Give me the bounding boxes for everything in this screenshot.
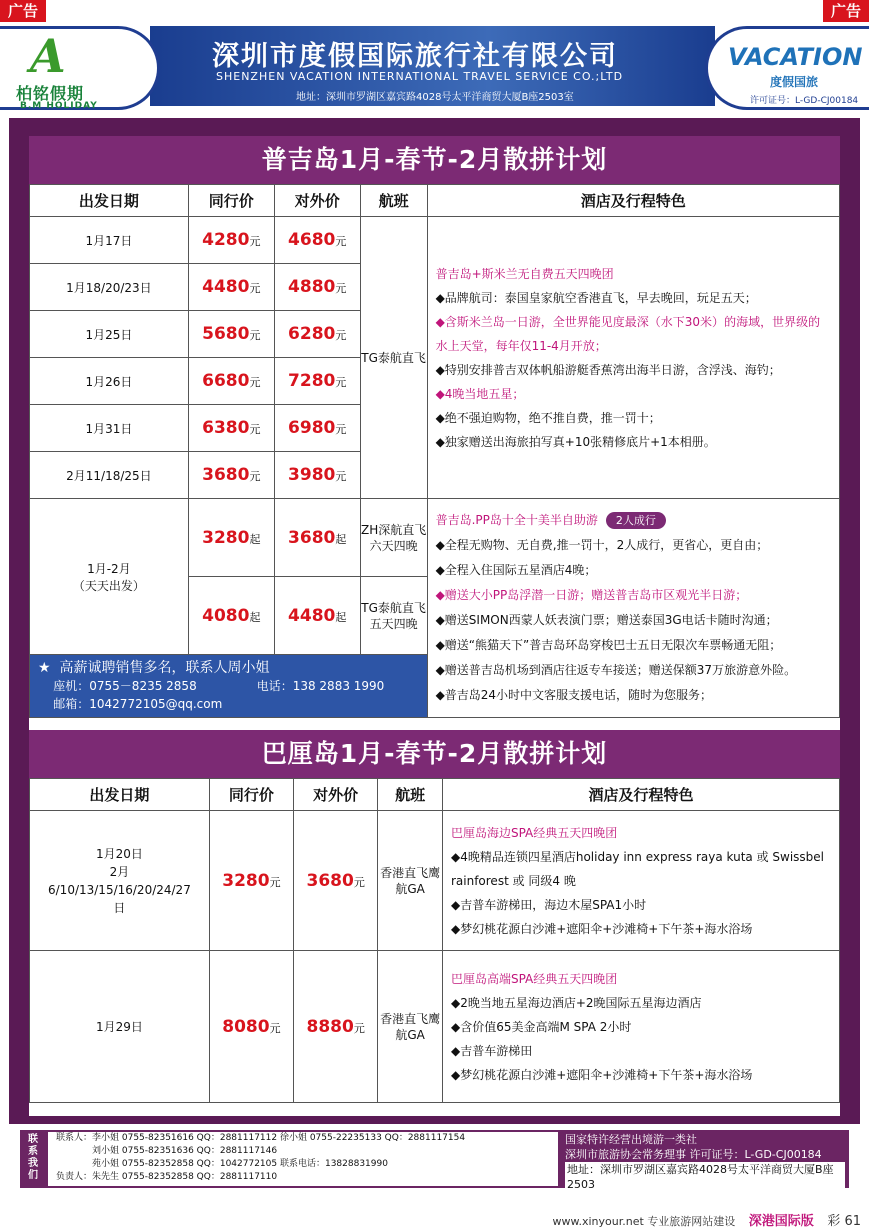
feature-line: ◆4晚精品连锁四星酒店holiday inn express raya kuta 或 Swissbel rainforest 或 同级4 晚 [450,849,824,888]
header-features: 酒店及行程特色 [442,779,839,811]
table-header-row [30,779,840,811]
feature-line: ◆梦幻桃花源白沙滩+遮阳伞+沙滩椅+下午茶+海水浴场 [450,921,753,936]
bottom-bar [553,1210,862,1229]
flight-cell: TG泰航直飞五天四晚 [360,577,427,655]
features-cell [427,499,839,718]
date-cell: 1月25日 [30,311,189,358]
date-cell: 1月26日 [30,358,189,405]
content-inner [29,136,840,1116]
edition-brand: 深港国际版 [748,1214,814,1229]
bm-holiday-logo [0,26,160,110]
date-cell: 1月17日 [30,217,189,264]
company-title: 深圳市度假国际旅行社有限公司 [212,41,618,72]
header-flight: 航班 [378,779,443,811]
feature-line: ◆赠送SIMON西蒙人妖表演门票；赠送泰国3G电话卡随时沟通； [435,613,778,627]
date-cell [30,499,189,655]
star-icon: ★ [38,660,51,676]
feature-line: ◆赠送普吉岛机场到酒店往返专车接送；赠送保额37万旅游意外险。 [435,663,797,677]
feature-line: ◆含价值65美金高端M SPA 2小时 [450,1019,632,1034]
header-flight: 航班 [360,185,427,217]
features-cell [442,951,839,1103]
retail-price: 3680元 [294,811,378,951]
company-address: 地址：深圳市罗湖区嘉宾路4028号太平洋商贸大厦B座2503室 [296,92,574,103]
features-cell [427,217,839,499]
logo-mark: A [30,29,66,83]
retail-price: 4680元 [274,217,360,264]
header [0,22,869,110]
contact-line: 负责人：朱先生 0755-82352858 QQ：2881117110 [56,1172,278,1182]
date-cell: 1月29日 [30,951,210,1103]
pp-date-note: （天天出发） [72,578,145,593]
feature-line: ◆独家赠送出海旅拍写真+10张精修底片+1本相册。 [435,434,716,449]
trade-price: 3280起 [188,499,274,577]
date-cell: 2月11/18/25日 [30,452,189,499]
header-banner [150,26,715,106]
bali-table [29,778,840,1103]
feature-line: ◆普吉岛24小时中文客服支援电话，随时为您服务； [435,688,713,702]
table-header-row [30,185,840,217]
logo-en: B.M HOLIDAY [20,101,98,111]
trade-price: 4280元 [188,217,274,264]
retail-price: 6280元 [274,311,360,358]
header-retail-price: 对外价 [294,779,378,811]
vacation-brand: VACATION [728,43,863,71]
recruit-box [30,655,428,718]
footer-side-label: 联系我们 [28,1134,38,1181]
retail-price: 7280元 [274,358,360,405]
header-features: 酒店及行程特色 [427,185,839,217]
header-trade-price: 同行价 [188,185,274,217]
date-cell: 1月18/20/23日 [30,264,189,311]
phuket-title: 普吉岛1月-春节-2月散拼计划 [29,136,840,184]
feature-line: ◆全程入住国际五星酒店4晚； [435,563,597,577]
footer-license [563,1132,845,1191]
flight-cell: 香港直飞鹰航GA [378,811,443,951]
ad-label-left: 广告 [0,0,46,22]
recruit-email[interactable]: 邮箱：1042772105@qq.com [53,697,223,711]
feature-line: ◆品牌航司：泰国皇家航空香港直飞，早去晚回，玩足五天； [435,290,757,305]
trade-price: 8080元 [209,951,293,1103]
footer [20,1130,849,1191]
trade-price: 6680元 [188,358,274,405]
feature-title: 巴厘岛高端SPA经典五天四晚团 [450,971,618,986]
retail-price: 4480起 [274,577,360,655]
badge: 2人成行 [606,512,666,529]
website-link[interactable]: www.xinyour.net 专业旅游网站建设 [552,1215,736,1228]
ad-label-right: 广告 [823,0,869,22]
pp-date: 1月-2月 [87,561,131,576]
flight-cell: 香港直飞鹰航GA [378,951,443,1103]
retail-price: 6980元 [274,405,360,452]
feature-title: 巴厘岛海边SPA经典五天四晚团 [450,825,618,840]
features-cell [442,811,839,951]
contact-line: 刘小姐 0755-82351636 QQ：2881117146 [92,1146,278,1156]
trade-price: 4080起 [188,577,274,655]
logo-cn: 柏铭假期 [16,84,85,103]
feature-line: ◆吉普车游梯田，海边木屋SPA1小时 [450,897,647,912]
retail-price: 3680起 [274,499,360,577]
trade-price: 3280元 [209,811,293,951]
feature-line: ◆含斯米兰岛一日游，全世界能见度最深（水下30米）的海域，世界级的水上天堂，每年仅11-4月开放； [435,314,821,353]
recruit-phones: 座机：0755－8235 2858 电话：138 2883 1990 [53,679,385,693]
license-line: 国家特许经营出境游一类社 [565,1133,697,1146]
vacation-license: 许可证号：L-GD-CJ00184 [750,96,859,106]
retail-price: 3980元 [274,452,360,499]
date-line: 1月20日 [95,846,143,861]
header-date: 出发日期 [30,185,189,217]
trade-price: 3680元 [188,452,274,499]
feature-line: ◆赠送大小PP岛浮潜一日游；赠送普吉岛市区观光半日游； [435,588,748,602]
feature-line: ◆4晚当地五星； [435,386,525,401]
footer-address: 地址：深圳市罗湖区嘉宾路4028号太平洋商贸大厦B座2503 [565,1162,845,1192]
flight-cell: TG泰航直飞 [360,217,427,499]
feature-line: ◆绝不强迫购物，绝不推自费，推一罚十； [435,410,661,425]
retail-price: 4880元 [274,264,360,311]
feature-line: ◆2晚当地五星海边酒店+2晚国际五星海边酒店 [450,995,702,1010]
feature-line: ◆特别安排普吉双体帆船游艇香蕉湾出海半日游，含浮浅、海钓； [435,362,781,377]
feature-line: ◆全程无购物、无自费,推一罚十，2人成行，更省心，更自由； [435,538,769,552]
retail-price: 8880元 [294,951,378,1103]
header-retail-price: 对外价 [274,185,360,217]
table-row [30,951,840,1103]
trade-price: 4480元 [188,264,274,311]
header-date: 出发日期 [30,779,210,811]
table-row [30,217,840,264]
page-number: 彩 61 [827,1214,861,1229]
trade-price: 5680元 [188,311,274,358]
feature-title: 普吉岛+斯米兰无自费五天四晚团 [435,266,614,281]
contact-line: 联系人：李小姐 0755-82351616 QQ：2881117112 徐小姐 0755-22235133 QQ：2881117154 [56,1133,466,1143]
table-row [30,499,840,577]
feature-line: ◆吉普车游梯田 [450,1043,533,1058]
date-cell [30,811,210,951]
bali-title: 巴厘岛1月-春节-2月散拼计划 [29,730,840,778]
recruit-title: ★ 高薪诚聘销售多名，联系人周小姐 [38,660,270,676]
content-frame [9,118,860,1124]
feature-line: ◆梦幻桃花源白沙滩+遮阳伞+沙滩椅+下午茶+海水浴场 [450,1067,753,1082]
feature-title: 普吉岛.PP岛十全十美半自助游 2人成行 [436,508,831,533]
table-row [30,811,840,951]
date-line: 2月6/10/13/15/16/20/24/27日 [48,864,191,915]
header-trade-price: 同行价 [209,779,293,811]
phuket-table [29,184,840,718]
flight-cell: ZH深航直飞六天四晚 [360,499,427,577]
footer-contacts [48,1132,558,1186]
company-title-en: SHENZHEN VACATION INTERNATIONAL TRAVEL SERVICE CO.;LTD [216,70,624,83]
trade-price: 6380元 [188,405,274,452]
contact-line: 苑小姐 0755-82352858 QQ：1042772105 联系电话：13828831990 [92,1159,388,1169]
date-cell: 1月31日 [30,405,189,452]
vacation-cn: 度假国旅 [770,75,819,89]
feature-line: ◆赠送“熊猫天下”普吉岛环岛穿梭巴士五日无限次车票畅通无阻； [435,638,782,652]
vacation-logo [705,26,869,110]
license-line: 深圳市旅游协会常务理事 许可证号：L-GD-CJ00184 [565,1148,822,1161]
